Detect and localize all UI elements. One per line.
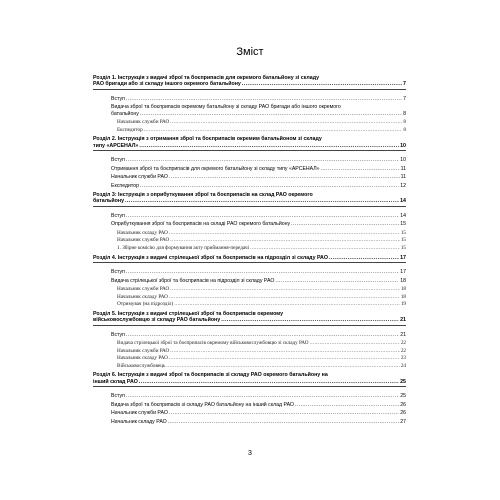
- toc-entry[interactable]: [117, 364, 406, 369]
- toc-entry-label: Начальник служби РАО: [117, 237, 170, 244]
- toc-page-number: 7: [403, 95, 406, 102]
- toc-page-number: 21: [400, 331, 406, 338]
- toc-entry-label: Начальник складу РАО: [117, 355, 168, 362]
- toc-page-number: 15: [400, 237, 406, 244]
- dot-leader: [329, 256, 399, 261]
- toc-entry-label: Вступ: [111, 393, 125, 400]
- toc-section-heading[interactable]: [93, 380, 406, 385]
- toc-entry[interactable]: [111, 279, 406, 284]
- dot-leader: [126, 333, 399, 338]
- toc-page-number: 18: [400, 286, 406, 292]
- toc-entry-label: Видача стрілецької зброї та боєприпасів окремому військовослужбовцю зі складу РАО: [117, 340, 309, 346]
- toc-entry[interactable]: [117, 246, 406, 251]
- toc-entry-label: Оприбуткування зброї та боєприпасів на складі РАО окремого батальйону: [111, 221, 291, 228]
- toc-section-heading[interactable]: [93, 199, 406, 204]
- dot-leader: [174, 302, 400, 307]
- dot-leader: [169, 411, 399, 416]
- toc-section-heading[interactable]: [93, 256, 406, 261]
- toc-page-number: 23: [400, 355, 406, 362]
- toc-entry[interactable]: [117, 231, 406, 236]
- dot-leader: [170, 287, 400, 292]
- section-heading-text: Розділ 3: Інструкція з оприбуткування зброї та боєприпасів на склад РАО окремого: [93, 192, 313, 198]
- toc-page-number: 22: [400, 347, 406, 354]
- toc-entry-label: Начальник служби РАО: [117, 286, 170, 292]
- document-title: Зміст: [236, 46, 264, 58]
- section-divider: [93, 206, 406, 207]
- dot-leader: [126, 97, 402, 102]
- dot-leader: [126, 270, 399, 275]
- toc-page-number: 18: [400, 277, 406, 284]
- toc-page-number: 10: [400, 157, 406, 163]
- toc-page-number: 25: [400, 393, 406, 400]
- toc-entry-label: Начальник складу РАО: [117, 229, 168, 236]
- toc-page-number: 12: [400, 182, 406, 189]
- toc-page-number: 24: [400, 362, 406, 369]
- dot-leader: [321, 167, 400, 172]
- dot-leader: [126, 214, 399, 219]
- toc-entry[interactable]: [111, 222, 406, 227]
- toc-entry-label: 1. Збірне комісію для формування акту приймання-передачі: [117, 245, 250, 251]
- toc-page-number: 10: [400, 142, 406, 149]
- section-heading-text: Розділ 6. Інструкція з видачі зброї та боєприпасів зі складу РАО окремого батальйону на: [93, 372, 328, 379]
- toc-entry[interactable]: [111, 411, 406, 416]
- section-divider: [93, 325, 406, 326]
- dot-leader: [139, 144, 399, 149]
- dot-leader: [169, 231, 400, 236]
- toc-entry-label: Вступ: [111, 212, 125, 219]
- toc-page-number: 21: [400, 317, 406, 323]
- toc-entry[interactable]: [111, 270, 406, 275]
- toc-page-number: 14: [400, 212, 406, 219]
- toc-entry[interactable]: [111, 214, 406, 219]
- toc-entry[interactable]: [111, 184, 406, 189]
- section-divider: [93, 386, 406, 387]
- toc-entry-label: Начальник складу РАО: [117, 293, 168, 300]
- toc-entry[interactable]: [117, 341, 406, 346]
- toc-entry[interactable]: [111, 403, 406, 408]
- dot-leader: [291, 222, 399, 227]
- toc-entry-label: Начальник служби РАО: [117, 347, 170, 354]
- toc-page-number: 19: [400, 301, 406, 308]
- dot-leader: [169, 175, 400, 180]
- toc-entry-label: РАО бригади або зі складу іншого окремого батальйону: [93, 81, 241, 88]
- dot-leader: [170, 349, 400, 354]
- toc-entry-label: Військовослужбовець: [117, 362, 166, 369]
- dot-leader: [169, 295, 400, 300]
- toc-entry-label: Експедитор: [117, 126, 143, 133]
- toc-entry-label: Вступ: [111, 269, 125, 275]
- toc-page-number: 25: [400, 378, 406, 385]
- toc-entry[interactable]: [111, 158, 406, 163]
- toc-entry[interactable]: [117, 349, 406, 354]
- toc-entry[interactable]: [117, 128, 406, 133]
- dot-leader: [168, 420, 400, 425]
- dot-leader: [221, 318, 399, 323]
- dot-leader: [242, 82, 402, 87]
- toc-entry-label: батальйону: [111, 110, 139, 117]
- toc-entry-label: Отримувач (на підрозділ): [117, 301, 174, 308]
- toc-entry-label: Видача стрілецької зброї та боєприпасів на підрозділ зі складу РАО: [111, 277, 275, 284]
- toc-entry-label: Начальник служби РАО: [111, 410, 168, 417]
- section-heading-text: Розділ 5. Інструкція з видачі стрілецької зброї та боєприпасів окремому: [93, 310, 284, 317]
- dot-leader: [166, 364, 399, 369]
- toc-entry-label: Вступ: [111, 95, 125, 102]
- toc-page-number: 27: [400, 418, 406, 425]
- toc-entry-label: Начальник служби РАО: [111, 174, 168, 180]
- dot-leader: [139, 380, 399, 385]
- toc-page-number: 26: [400, 401, 406, 408]
- toc-page-number: 14: [400, 198, 406, 205]
- dot-leader: [140, 112, 402, 117]
- toc-entry[interactable]: [111, 167, 406, 172]
- toc-entry[interactable]: [117, 295, 406, 300]
- toc-entry[interactable]: [117, 356, 406, 361]
- toc-entry-label: батальйону: [93, 198, 125, 205]
- toc-entry-label: Видача зброї та боєприпасів зі складу РАО батальйону на інший склад РАО: [111, 401, 294, 408]
- toc-section-heading[interactable]: [93, 144, 406, 149]
- section-heading-text: Розділ 1. Інструкція з видачі зброї та боєприпасів для окремого батальйону зі складу: [93, 75, 320, 81]
- toc-entry[interactable]: [111, 394, 406, 399]
- dot-leader: [125, 199, 399, 204]
- toc-entry-label: Начальник служби РАО: [117, 119, 170, 126]
- section-divider: [93, 262, 406, 263]
- toc-entry[interactable]: [111, 112, 406, 117]
- toc-entry-label: Експедитор: [111, 182, 139, 189]
- section-divider: [93, 89, 406, 90]
- dot-leader: [126, 394, 399, 399]
- toc-entry-label: Вступ: [111, 157, 125, 163]
- toc-page-number: 22: [400, 340, 406, 346]
- toc-entry[interactable]: [111, 175, 406, 180]
- toc-page-number: 11: [400, 174, 406, 180]
- toc-page-number: 17: [400, 269, 406, 275]
- toc-page-number: 15: [400, 221, 406, 228]
- dot-leader: [126, 158, 399, 163]
- section-divider: [93, 150, 406, 151]
- toc-page-number: 15: [400, 245, 406, 251]
- toc-entry[interactable]: [117, 238, 406, 243]
- dot-leader: [170, 120, 402, 125]
- toc-entry[interactable]: [111, 333, 406, 338]
- toc-entry-label: інший склад РАО: [93, 378, 138, 385]
- toc-page-number: 8: [403, 110, 406, 117]
- toc-section-heading[interactable]: [93, 318, 406, 323]
- toc-entry-label: типу «АРСЕНАЛ»: [93, 142, 139, 149]
- toc-entry[interactable]: [117, 120, 406, 125]
- toc-page-number: 8: [403, 126, 406, 133]
- toc-entry[interactable]: [111, 420, 406, 425]
- toc-entry[interactable]: [111, 97, 406, 102]
- section-heading-text: Розділ 2. Інструкція з отримання зброї та боєприпасів окремим батальйоном зі складу: [93, 136, 322, 143]
- toc-page-number: 26: [400, 410, 406, 417]
- toc-entry-label: військовослужбовцю зі складу РАО батальйону: [93, 317, 221, 323]
- toc-section-heading[interactable]: [93, 82, 406, 87]
- dot-leader: [170, 238, 400, 243]
- toc-entry[interactable]: [117, 287, 406, 292]
- dot-leader: [169, 356, 400, 361]
- toc-entry-label: Начальник складу РАО: [111, 418, 167, 425]
- toc-page-number: 11: [400, 165, 406, 172]
- toc-entry-text: Видача зброї та боєприпасів окремому батальйону зі складу РАО бригади або іншого окремого: [111, 104, 341, 111]
- dot-leader: [310, 341, 400, 346]
- toc-page-number: 7: [403, 81, 406, 88]
- toc-page-number: 17: [400, 254, 406, 261]
- toc-page-number: 8: [403, 119, 406, 126]
- toc-entry-label: Вступ: [111, 331, 125, 338]
- toc-page-number: 15: [400, 229, 406, 236]
- toc-entry-label: Отримання зброї та боєприпасів для окремого батальйону зі складу типу «АРСЕНАЛ»: [111, 165, 320, 172]
- dot-leader: [295, 403, 399, 408]
- toc-entry-label: Розділ 4. Інструкція з видачі стрілецької зброї та боєприпасів на підрозділ зі складу РАО: [93, 254, 328, 261]
- toc-entry[interactable]: [117, 302, 406, 307]
- dot-leader: [140, 184, 399, 189]
- dot-leader: [144, 128, 403, 133]
- toc-page-number: 18: [400, 293, 406, 300]
- dot-leader: [250, 246, 400, 251]
- dot-leader: [275, 279, 399, 284]
- page-number: 3: [248, 450, 252, 457]
